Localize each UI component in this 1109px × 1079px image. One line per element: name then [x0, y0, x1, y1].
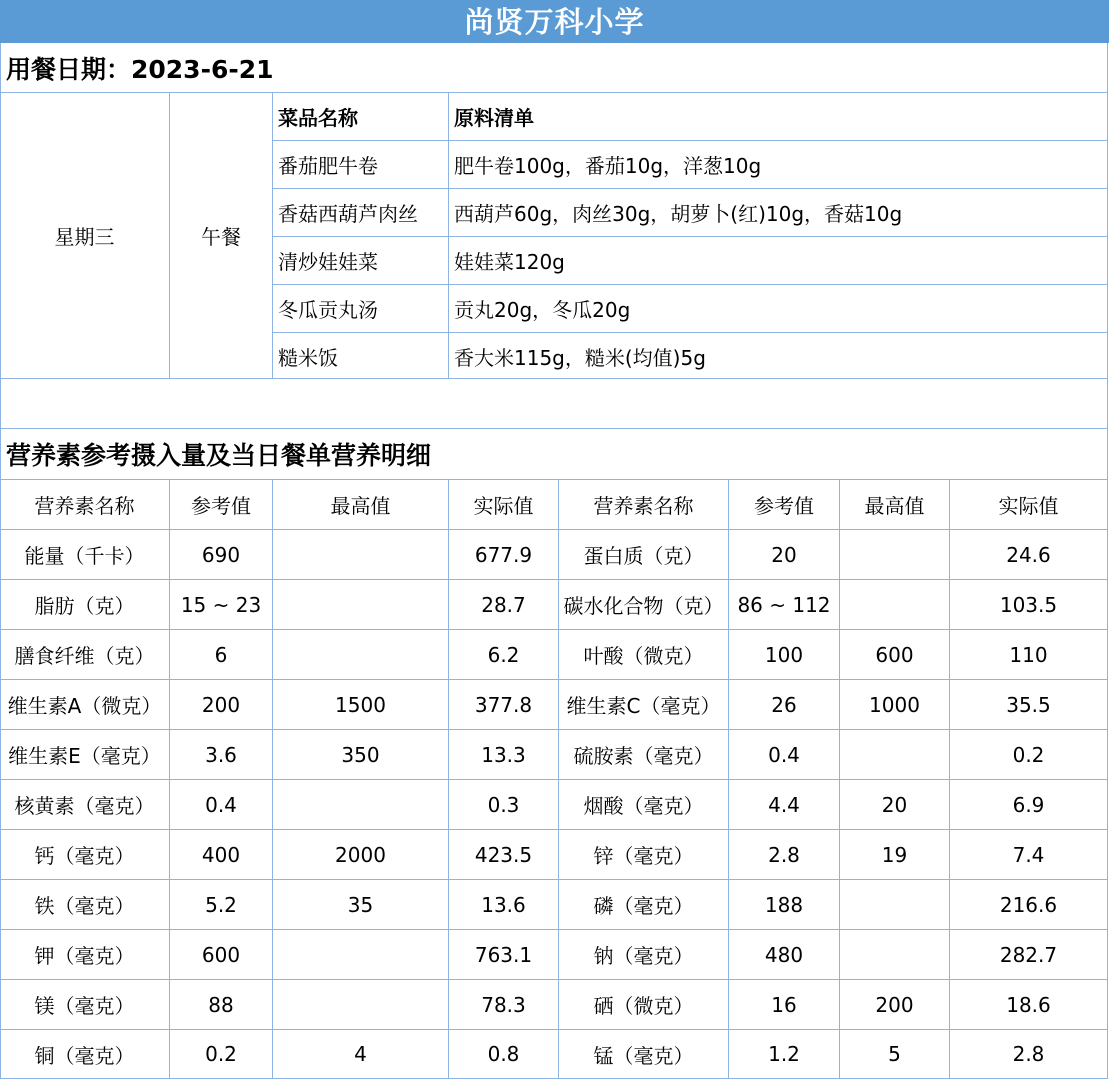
nutrition-row	[0, 880, 1108, 930]
nutrient-name: 钾（毫克）	[0, 930, 170, 979]
actual-value: 78.3	[449, 980, 559, 1029]
nutrient-name: 硫胺素（毫克）	[559, 730, 729, 779]
max-value	[840, 530, 950, 579]
reference-value: 600	[170, 930, 273, 979]
reference-value: 188	[729, 880, 840, 929]
reference-value: 16	[729, 980, 840, 1029]
dish-name-header: 菜品名称	[273, 93, 449, 140]
reference-value: 5.2	[170, 880, 273, 929]
nutrition-title-row	[0, 429, 1108, 480]
nutrient-name: 维生素A（微克）	[0, 680, 170, 729]
reference-value: 200	[170, 680, 273, 729]
meal-date: 用餐日期：2023-6-21	[6, 54, 274, 84]
column-header: 最高值	[273, 480, 449, 529]
actual-value: 423.5	[449, 830, 559, 879]
max-value: 600	[840, 630, 950, 679]
nutrition-row	[0, 930, 1108, 980]
max-value: 1500	[273, 680, 449, 729]
menu-header-row	[273, 93, 1108, 141]
nutrition-row	[0, 530, 1108, 580]
dish-row	[273, 333, 1108, 379]
actual-value: 0.3	[449, 780, 559, 829]
max-value	[273, 780, 449, 829]
max-value: 5	[840, 1030, 950, 1078]
nutrient-name: 核黄素（毫克）	[0, 780, 170, 829]
nutrient-name: 锌（毫克）	[559, 830, 729, 879]
nutrient-name: 钙（毫克）	[0, 830, 170, 879]
dish-ingredients: 贡丸20g，冬瓜20g	[449, 285, 1108, 332]
dish-name: 冬瓜贡丸汤	[273, 285, 449, 332]
max-value: 200	[840, 980, 950, 1029]
dish-row	[273, 285, 1108, 333]
nutrient-name: 膳食纤维（克）	[0, 630, 170, 679]
dish-name: 香菇西葫芦肉丝	[273, 189, 449, 236]
meal-type-cell: 午餐	[170, 93, 273, 378]
nutrient-name: 碳水化合物（克）	[559, 580, 729, 629]
reference-value: 400	[170, 830, 273, 879]
actual-value: 13.6	[449, 880, 559, 929]
max-value: 4	[273, 1030, 449, 1078]
nutrient-name: 蛋白质（克）	[559, 530, 729, 579]
nutrition-table	[0, 480, 1108, 1079]
reference-value: 6	[170, 630, 273, 679]
actual-value: 282.7	[950, 930, 1108, 979]
max-value: 350	[273, 730, 449, 779]
weekday-cell: 星期三	[0, 93, 170, 378]
actual-value: 7.4	[950, 830, 1108, 879]
reference-value: 15 ~ 23	[170, 580, 273, 629]
dish-name: 糙米饭	[273, 333, 449, 379]
column-header: 实际值	[950, 480, 1108, 529]
column-header: 营养素名称	[559, 480, 729, 529]
max-value	[273, 580, 449, 629]
max-value	[840, 880, 950, 929]
actual-value: 24.6	[950, 530, 1108, 579]
reference-value: 1.2	[729, 1030, 840, 1078]
nutrient-name: 硒（微克）	[559, 980, 729, 1029]
actual-value: 0.2	[950, 730, 1108, 779]
dish-row	[273, 141, 1108, 189]
reference-value: 88	[170, 980, 273, 1029]
actual-value: 2.8	[950, 1030, 1108, 1078]
menu-block	[0, 93, 1108, 379]
column-header: 最高值	[840, 480, 950, 529]
nutrition-row	[0, 580, 1108, 630]
nutrient-name: 叶酸（微克）	[559, 630, 729, 679]
column-header: 实际值	[449, 480, 559, 529]
column-header: 参考值	[170, 480, 273, 529]
nutrient-name: 镁（毫克）	[0, 980, 170, 1029]
actual-value: 13.3	[449, 730, 559, 779]
max-value: 20	[840, 780, 950, 829]
reference-value: 0.4	[729, 730, 840, 779]
date-row	[0, 43, 1108, 93]
dish-ingredients: 西葫芦60g，肉丝30g，胡萝卜(红)10g，香菇10g	[449, 189, 1108, 236]
actual-value: 35.5	[950, 680, 1108, 729]
nutrient-name: 维生素C（毫克）	[559, 680, 729, 729]
reference-value: 100	[729, 630, 840, 679]
dish-name: 清炒娃娃菜	[273, 237, 449, 284]
actual-value: 28.7	[449, 580, 559, 629]
nutrient-name: 锰（毫克）	[559, 1030, 729, 1078]
nutrition-row	[0, 1030, 1108, 1079]
nutrition-header-row	[0, 480, 1108, 530]
max-value: 1000	[840, 680, 950, 729]
max-value	[840, 580, 950, 629]
nutrient-name: 磷（毫克）	[559, 880, 729, 929]
nutrient-name: 铜（毫克）	[0, 1030, 170, 1078]
nutrient-name: 能量（千卡）	[0, 530, 170, 579]
max-value: 19	[840, 830, 950, 879]
dish-ingredients: 肥牛卷100g，番茄10g，洋葱10g	[449, 141, 1108, 188]
max-value	[273, 530, 449, 579]
nutrition-row	[0, 630, 1108, 680]
max-value: 35	[273, 880, 449, 929]
reference-value: 480	[729, 930, 840, 979]
dish-ingredients: 香大米115g，糙米(均值)5g	[449, 333, 1108, 379]
max-value	[273, 980, 449, 1029]
max-value	[840, 930, 950, 979]
spacer-row	[0, 379, 1108, 429]
column-header: 营养素名称	[0, 480, 170, 529]
nutrition-title: 营养素参考摄入量及当日餐单营养明细	[6, 441, 432, 470]
nutrition-row	[0, 780, 1108, 830]
reference-value: 2.8	[729, 830, 840, 879]
max-value	[273, 930, 449, 979]
dish-ingredients: 娃娃菜120g	[449, 237, 1108, 284]
max-value: 2000	[273, 830, 449, 879]
max-value	[840, 730, 950, 779]
reference-value: 3.6	[170, 730, 273, 779]
dish-row	[273, 237, 1108, 285]
nutrition-row	[0, 980, 1108, 1030]
dish-name: 番茄肥牛卷	[273, 141, 449, 188]
actual-value: 103.5	[950, 580, 1108, 629]
school-title: 尚贤万科小学	[0, 0, 1109, 43]
nutrition-row	[0, 680, 1108, 730]
nutrient-name: 钠（毫克）	[559, 930, 729, 979]
reference-value: 0.2	[170, 1030, 273, 1078]
reference-value: 4.4	[729, 780, 840, 829]
actual-value: 6.2	[449, 630, 559, 679]
column-header: 参考值	[729, 480, 840, 529]
nutrient-name: 脂肪（克）	[0, 580, 170, 629]
nutrition-row	[0, 830, 1108, 880]
nutrient-name: 铁（毫克）	[0, 880, 170, 929]
actual-value: 0.8	[449, 1030, 559, 1078]
nutrition-row	[0, 730, 1108, 780]
ingredients-header: 原料清单	[449, 93, 1108, 140]
actual-value: 216.6	[950, 880, 1108, 929]
reference-value: 86 ~ 112	[729, 580, 840, 629]
actual-value: 110	[950, 630, 1108, 679]
actual-value: 6.9	[950, 780, 1108, 829]
nutrient-name: 烟酸（毫克）	[559, 780, 729, 829]
actual-value: 763.1	[449, 930, 559, 979]
actual-value: 677.9	[449, 530, 559, 579]
reference-value: 26	[729, 680, 840, 729]
reference-value: 20	[729, 530, 840, 579]
nutrient-name: 维生素E（毫克）	[0, 730, 170, 779]
actual-value: 377.8	[449, 680, 559, 729]
max-value	[273, 630, 449, 679]
dish-row	[273, 189, 1108, 237]
actual-value: 18.6	[950, 980, 1108, 1029]
reference-value: 690	[170, 530, 273, 579]
reference-value: 0.4	[170, 780, 273, 829]
